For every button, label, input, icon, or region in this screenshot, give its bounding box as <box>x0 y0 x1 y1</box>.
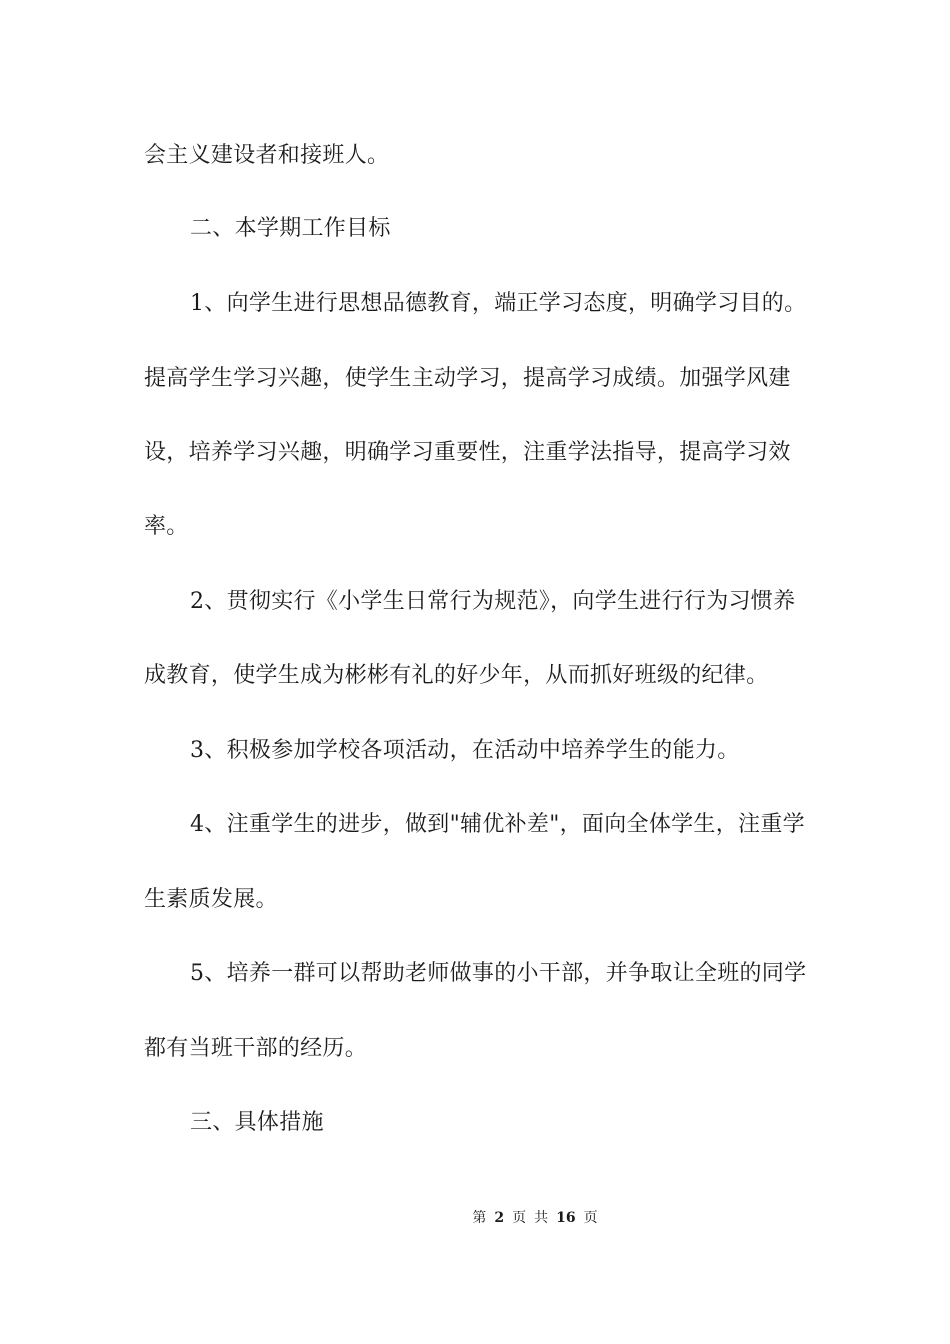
paragraph-line: 生素质发展。 <box>144 887 278 912</box>
paragraph-line: 率。 <box>144 514 189 539</box>
paragraph-line: 会主义建设者和接班人。 <box>144 143 390 168</box>
footer-prefix: 第 <box>472 1210 487 1226</box>
footer-page-word: 页 <box>512 1210 527 1226</box>
paragraph-line: 成教育，使学生成为彬彬有礼的好少年，从而抓好班级的纪律。 <box>144 663 769 688</box>
paragraph-line: 都有当班干部的经历。 <box>144 1036 368 1061</box>
paragraph-line: 3、积极参加学校各项活动，在活动中培养学生的能力。 <box>190 738 740 763</box>
page-footer <box>0 1208 950 1228</box>
paragraph-line: 2、贯彻实行《小学生日常行为规范》，向学生进行行为习惯养 <box>190 589 796 614</box>
footer-current-page: 2 <box>494 1210 505 1226</box>
section-heading: 三、具体措施 <box>190 1110 324 1135</box>
paragraph-line: 设，培养学习兴趣，明确学习重要性，注重学法指导，提高学习效 <box>144 440 791 465</box>
paragraph-line: 提高学生学习兴趣，使学生主动学习，提高学习成绩。加强学风建 <box>144 366 791 391</box>
footer-suffix: 页 <box>583 1210 598 1226</box>
paragraph-line: 1、向学生进行思想品德教育，端正学习态度，明确学习目的。 <box>190 291 807 316</box>
section-heading: 二、本学期工作目标 <box>190 216 391 241</box>
footer-total-pages: 16 <box>556 1210 576 1226</box>
paragraph-line: 5、培养一群可以帮助老师做事的小干部，并争取让全班的同学 <box>190 961 807 986</box>
footer-total-word: 共 <box>534 1210 549 1226</box>
paragraph-line: 4、注重学生的进步，做到"辅优补差"，面向全体学生，注重学 <box>190 812 805 837</box>
